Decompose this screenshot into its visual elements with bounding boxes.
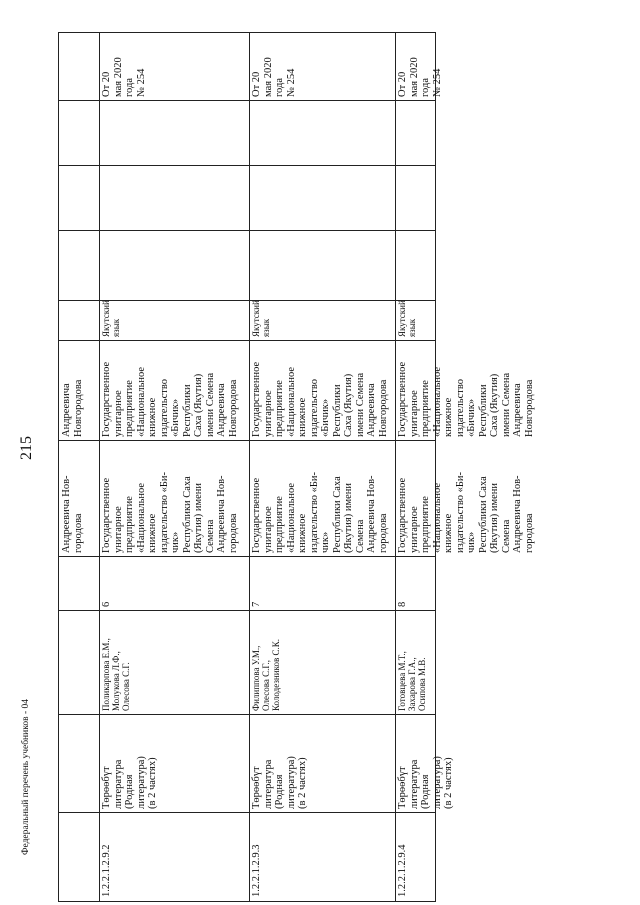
fragment-col4: Андреевича Нов- городова xyxy=(61,475,84,553)
row-title: Төрөөбүт литература (Родная литература) (в 2 частях) xyxy=(251,756,308,809)
row-code: 1.2.2.1.2.9.2 xyxy=(101,844,112,897)
row-code: 1.2.2.1.2.9.3 xyxy=(251,844,262,897)
page-number: 215 xyxy=(18,436,35,460)
textbook-table xyxy=(58,32,535,902)
row-grade: 7 xyxy=(251,601,262,607)
footer-note: Федеральный перечень учебников - 04 xyxy=(21,698,31,856)
row-order: От 20 мая 2020 года № 254 xyxy=(397,57,443,97)
table-frame xyxy=(58,32,535,902)
row-title: Төрөөбүт литература (Родная литература) (в 2 частях) xyxy=(397,756,454,809)
row-authors: Филиппова У.М., Олесова С.Г., Колодезников С.К. xyxy=(251,639,281,711)
row-authors: Готовцева М.Т., Захарова Г.А., Осипова М.В. xyxy=(397,651,427,711)
row-title: Төрөөбүт литература (Родная литература) (в 2 частях) xyxy=(101,756,158,809)
row-code: 1.2.2.1.2.9.4 xyxy=(397,844,408,897)
row-publisher-2: Государственное унитарное предприятие «Национальное книжное издательство «Бичик» Республики Саха (Якутия) имени Семена Андреевича Новгородова xyxy=(397,361,535,437)
row-publisher: Государственное унитарное предприятие «Национальное книжное издательство «Би- чик» Республики Саха (Якутия) имени Семена Андреевича Нов- городова xyxy=(397,472,535,553)
row-language: Якутский язык xyxy=(397,300,417,337)
row-publisher-2: Государственное унитарное предприятие «Национальное книжное издательство «Бичик» Республики Саха (Якутия) имени Семена Андреевича Новгородова xyxy=(251,361,389,437)
row-order: От 20 мая 2020 года № 254 xyxy=(101,57,147,97)
row-authors: Поликарпова Е.М., Молукова Л.Ф., Олесова С.Г. xyxy=(101,638,131,711)
fragment-col5: Андреевича Новгородова xyxy=(61,379,84,437)
row-order: От 20 мая 2020 года № 254 xyxy=(251,57,297,97)
row-grade: 8 xyxy=(397,601,408,607)
row-language: Якутский язык xyxy=(101,300,121,337)
row-publisher: Государственное унитарное предприятие «Национальное книжное издательство «Би- чик» Республики Саха (Якутия) имени Семена Андреевича Нов- городова xyxy=(101,472,239,553)
row-publisher: Государственное унитарное предприятие «Национальное книжное издательство «Би- чик» Республики Саха (Якутия) имени Семена Андреевича Нов- городова xyxy=(251,472,389,553)
row-grade: 6 xyxy=(101,601,112,607)
row-publisher-2: Государственное унитарное предприятие «Национальное книжное издательство «Бичик» Республики Саха (Якутия) имени Семена Андреевича Новгородова xyxy=(101,361,239,437)
row-language: Якутский язык xyxy=(251,300,271,337)
